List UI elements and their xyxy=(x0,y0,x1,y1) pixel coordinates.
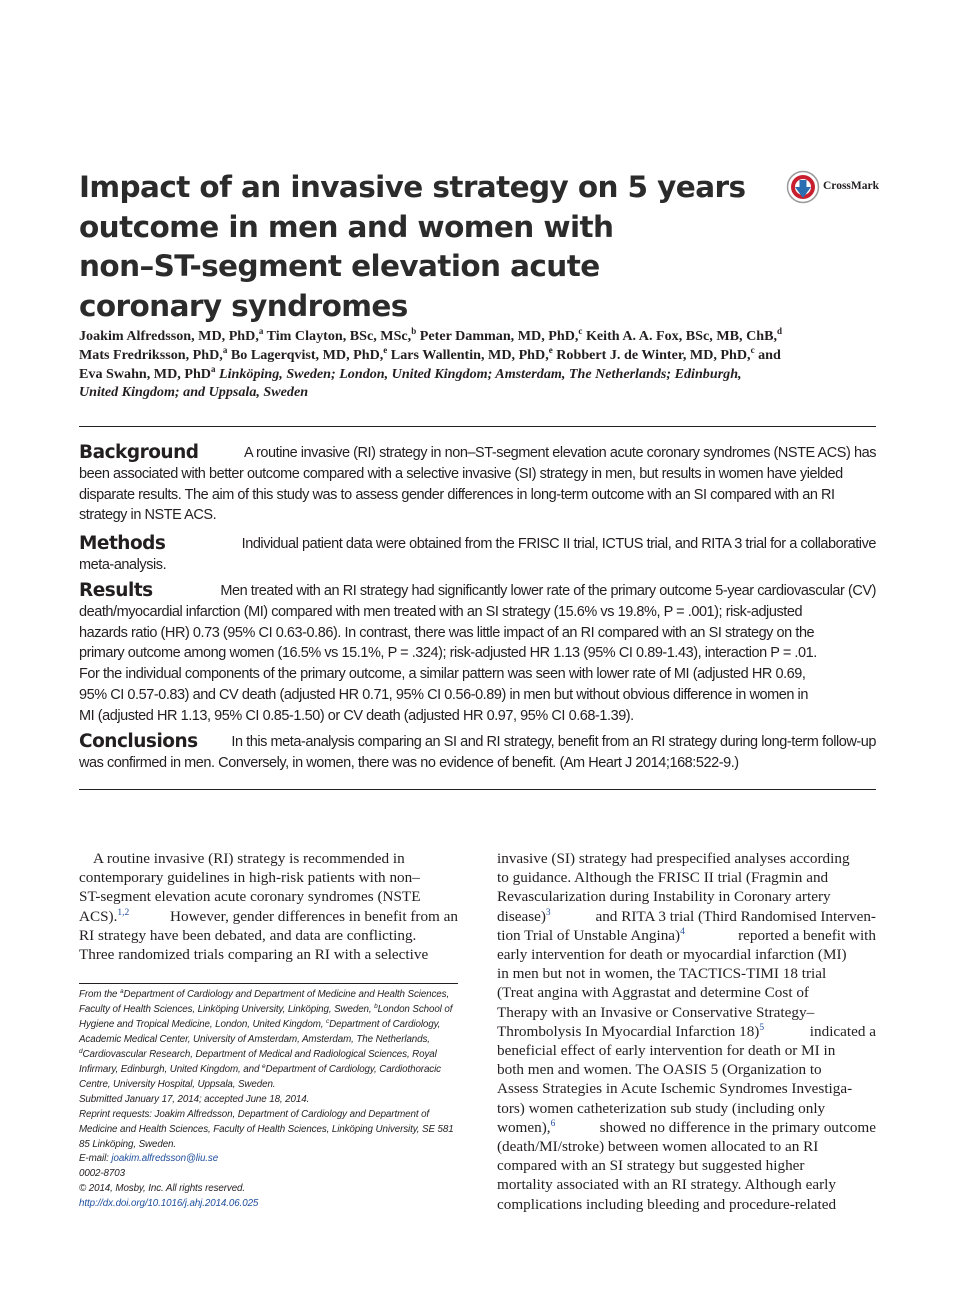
abstract-methods: Methods Individual patient data were obtained from the FRISC II trial, ICTUS trial, and RITA 3 trial for a collaborative meta-analysis. xyxy=(79,533,876,573)
abstract-results: Results Men treated with an RI strategy had significantly lower rate of the primary outcome 5-year cardiovascular (CV) death/myocardial infarction (MI) compared with men treated with an SI strategy (15.6% vs 19.8%, P = .001); risk-adjusted hazards ratio (HR) 0.73 (95% CI 0.63-0.86). In contrast, there was little impact of an RI compared with an SI strategy on the primary outcome among women (16.5% vs 15.1%, P = .324); risk-adjusted HR 1.13 (95% CI 0.89-1.43), interaction P = .01. For the individual components of the primary outcome, a similar pattern was seen with lower rate of MI (adjusted HR 0.69, 95% CI 0.57-0.83) and CV death (adjusted HR 0.71, 95% CI 0.56-0.89) in men but without obvious difference in women in MI (adjusted HR 1.13, 95% CI 0.85-1.50) or CV death (adjusted HR 0.97, 95% CI 0.68-1.39). xyxy=(79,580,876,724)
citation-link: 5 xyxy=(759,1022,765,1033)
section-heading: Background xyxy=(79,442,199,463)
author-line: Eva Swahn, MD, PhD$^a$ Linköping, Sweden; London, United Kingdom; Amsterdam, The Netherlands; Edinburgh, xyxy=(79,363,742,382)
title-line: Impact of an invasive strategy on 5 years xyxy=(79,170,746,204)
article-title xyxy=(79,168,746,326)
body-left-column: A routine invasive (RI) strategy is recommended in contemporary guidelines in high-risk patients with non– ST-segment elevation acute coronary syndromes (NSTE ACS).$^{1,2}$ However, gender differences in benefit from an RI strategy have been debated, and data are conflicting. Three randomized trials comparing an RI with a selective xyxy=(79,850,458,964)
title-line: outcome in men and women with xyxy=(79,209,614,244)
citation-link: 4 xyxy=(680,926,685,937)
divider xyxy=(79,789,876,790)
doi-link[interactable]: http://dx.doi.org/10.1016/j.ahj.2014.06.025 xyxy=(79,1198,259,1210)
title-line: coronary syndromes xyxy=(79,288,408,323)
crossmark-label: CrossMark xyxy=(823,180,880,192)
submitted-dates: Submitted January 17, 2014; accepted June 18, 2014. xyxy=(79,1093,310,1105)
citation-link: 3 xyxy=(545,907,551,918)
footnotes: From the $^a$Department of Cardiology and Department of Medicine and Health Sciences, Faculty of Health Sciences, Linköping University, Linköping, Sweden, $^b$London School of Hygiene and Tropical Medicine, London, United Kingdom, $^c$Department of Cardiology, Academic Medical Center, University of Amsterdam, Amsterdam, The Netherlands, $^d$Cardiovascular Research, Department of Medical and Radiological Sciences, Royal Infirmary, Edinburgh, United Kingdom, and $^e$Department of Cardiology, Cardiothoracic Centre, University Hospital, Uppsala, Sweden. Submitted January 17, 2014; accepted June 18, 2014. Reprint requests: Joakim Alfredsson, Department of Cardiology and Department of Medicine and Health Sciences, Faculty of Health Sciences, Linköping University, SE 581 85 Linköping, Sweden. E-mail: joakim.alfredsson@liu.se 0002-8703 © 2014, Mosby, Inc. All rights reserved. http://dx.doi.org/10.1016/j.ahj.2014.06.025 xyxy=(79,988,459,1212)
section-heading: Results xyxy=(79,580,153,601)
section-heading: Conclusions xyxy=(79,731,198,752)
footnote-divider xyxy=(79,983,458,984)
abstract-conclusions: Conclusions In this meta-analysis comparing an SI and RI strategy, benefit from an RI strategy during long-term follow-up was confirmed in men. Conversely, in women, there was no evidence of benefit. (Am Heart J 2014;168:522-9.) xyxy=(79,731,876,771)
affiliation-cities: Linköping, Sweden; London, United Kingdom; Amsterdam, The Netherlands; Edinburgh, xyxy=(215,365,742,382)
body-right-column: invasive (SI) strategy had prespecified analyses according to guidance. Although the FRISC II trial (Fragmin and Revascularization during Instability in Coronary artery disease)$^3$ and RITA 3 trial (Third Randomised Interven- tion Trial of Unstable Angina)$^4$ reported a benefit with early intervention for death or myocardial infarction (MI) in men but not in women, the TACTICS-TIMI 18 trial (Treat angina with Aggrastat and determine Cost of Therapy with an Invasive or Conservative Strategy– Thrombolysis In Myocardial Infarction 18)$^5$ indicated a beneficial effect of early intervention for death or MI in both men and women. The OASIS 5 (Organization to Assess Strategies in Acute Ischemic Syndromes Investiga- tors) women catheterization sub study (including only women),$^6$ showed no difference in the primary outcome (death/MI/stroke) between women allocated to an RI compared with an SI strategy but suggested higher mortality associated with an RI strategy. Although early complications including bleeding and procedure-related xyxy=(497,850,876,1213)
title-line: non–ST-segment elevation acute xyxy=(79,249,600,283)
abstract-background: Background A routine invasive (RI) strategy in non–ST-segment elevation acute coronary syndromes (NSTE ACS) has been associated with better outcome compared with a selective invasive (SI) strategy in men, but results in women have yielded disparate results. The aim of this study was to assess gender differences in long-term outcome with an SI compared with an RI strategy in NSTE ACS. xyxy=(79,442,876,524)
author-line: Mats Fredriksson, PhD,$^a$ Bo Lagerqvist, MD, PhD,$^e$ Lars Wallentin, MD, PhD,$^e$ Robbert J. de Winter, MD, PhD,$^c$ and xyxy=(79,344,781,363)
reprint-requests: Reprint requests: Joakim Alfredsson, Department of Cardiology and Department of xyxy=(79,1108,430,1120)
crossmark-icon xyxy=(786,170,820,206)
section-heading: Methods xyxy=(79,533,166,554)
divider xyxy=(79,426,876,427)
affiliation-cities: United Kingdom; and Uppsala, Sweden xyxy=(79,384,309,401)
crossmark-badge[interactable] xyxy=(786,170,886,206)
author-line: Joakim Alfredsson, MD, PhD,$^a$ Tim Clayton, BSc, MSc,$^b$ Peter Damman, MD, PhD,$^c$ Keith A. A. Fox, BSc, MB, ChB,$^d$ xyxy=(79,326,783,344)
citation-link: 1,2 xyxy=(117,907,130,918)
email-link[interactable]: joakim.alfredsson@liu.se xyxy=(111,1153,219,1165)
citation-link: 6 xyxy=(550,1118,556,1129)
issn: 0002-8703 xyxy=(79,1168,125,1180)
author-block xyxy=(79,327,879,402)
copyright: © 2014, Mosby, Inc. All rights reserved. xyxy=(79,1183,246,1195)
